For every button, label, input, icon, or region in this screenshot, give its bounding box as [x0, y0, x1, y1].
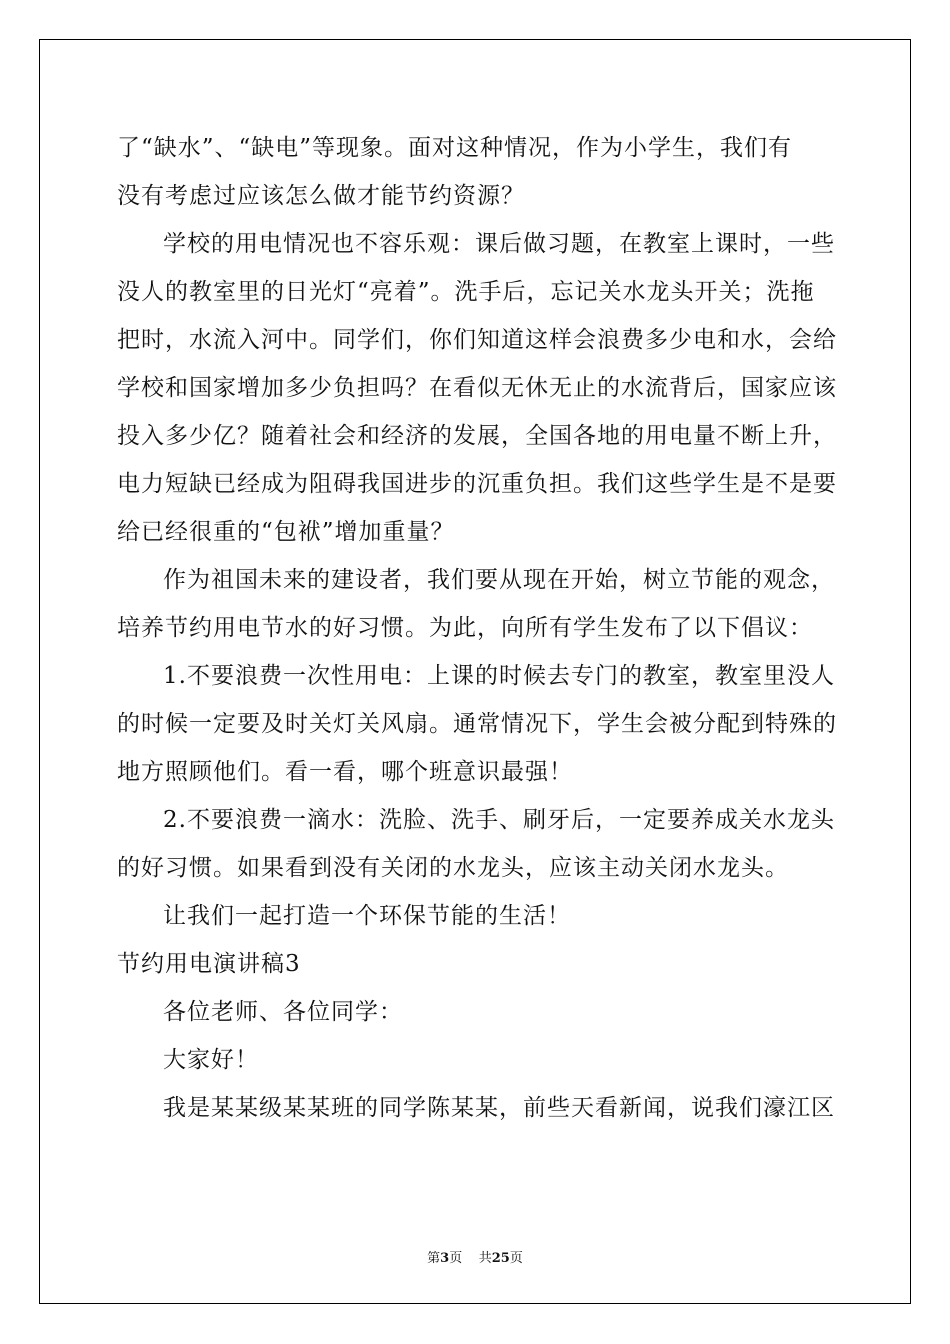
- document-body: [117, 124, 837, 1132]
- footer-total-suffix: 页: [509, 1251, 523, 1266]
- footer-page-number: 3: [440, 1251, 450, 1266]
- salutation: 各位老师、各位同学：: [163, 999, 403, 1025]
- text-line: 2.不要浪费一滴水：洗脸、洗手、刷牙后，一定要养成关水龙头: [163, 807, 835, 833]
- text-line: 电力短缺已经成为阻碍我国进步的沉重负担。我们这些学生是不是要: [117, 471, 837, 497]
- text-line: 的好习惯。如果看到没有关闭的水龙头，应该主动关闭水龙头。: [117, 855, 789, 881]
- text-line: 我是某某级某某班的同学陈某某，前些天看新闻，说我们濠江区: [163, 1095, 835, 1121]
- greeting: 大家好！: [163, 1047, 259, 1073]
- footer-page-suffix: 页: [449, 1251, 463, 1266]
- page-footer: [0, 1247, 950, 1266]
- text-line: 给已经很重的“包袱”增加重量？: [117, 519, 455, 545]
- footer-total-pages: 25: [491, 1251, 510, 1266]
- text-line: 地方照顾他们。看一看，哪个班意识最强！: [117, 759, 573, 785]
- text-line: 没有考虑过应该怎么做才能节约资源？: [117, 183, 525, 209]
- text-line: 培养节约用电节水的好习惯。为此，向所有学生发布了以下倡议：: [117, 615, 813, 641]
- text-line: 的时候一定要及时关灯关风扇。通常情况下，学生会被分配到特殊的: [117, 711, 837, 737]
- text-line: 投入多少亿？随着社会和经济的发展，全国各地的用电量不断上升，: [117, 423, 837, 449]
- footer-total-prefix: 共: [478, 1251, 492, 1266]
- text-line: 了“缺水”、“缺电”等现象。面对这种情况，作为小学生，我们有: [117, 135, 793, 161]
- text-line: 1.不要浪费一次性用电：上课的时候去专门的教室，教室里没人: [163, 663, 835, 689]
- text-line: 没人的教室里的日光灯“亮着”。洗手后，忘记关水龙头开关；洗拖: [117, 279, 815, 305]
- text-line: 学校和国家增加多少负担吗？在看似无休无止的水流背后，国家应该: [117, 375, 837, 401]
- text-line: 把时，水流入河中。同学们，你们知道这样会浪费多少电和水，会给: [117, 327, 837, 353]
- section-title: 节约用电演讲稿3: [117, 951, 301, 977]
- text-line: 让我们一起打造一个环保节能的生活！: [163, 903, 571, 929]
- text-line: 作为祖国未来的建设者，我们要从现在开始，树立节能的观念，: [163, 567, 835, 593]
- footer-page-prefix: 第: [427, 1251, 441, 1266]
- text-line: 学校的用电情况也不容乐观：课后做习题，在教室上课时，一些: [163, 231, 835, 257]
